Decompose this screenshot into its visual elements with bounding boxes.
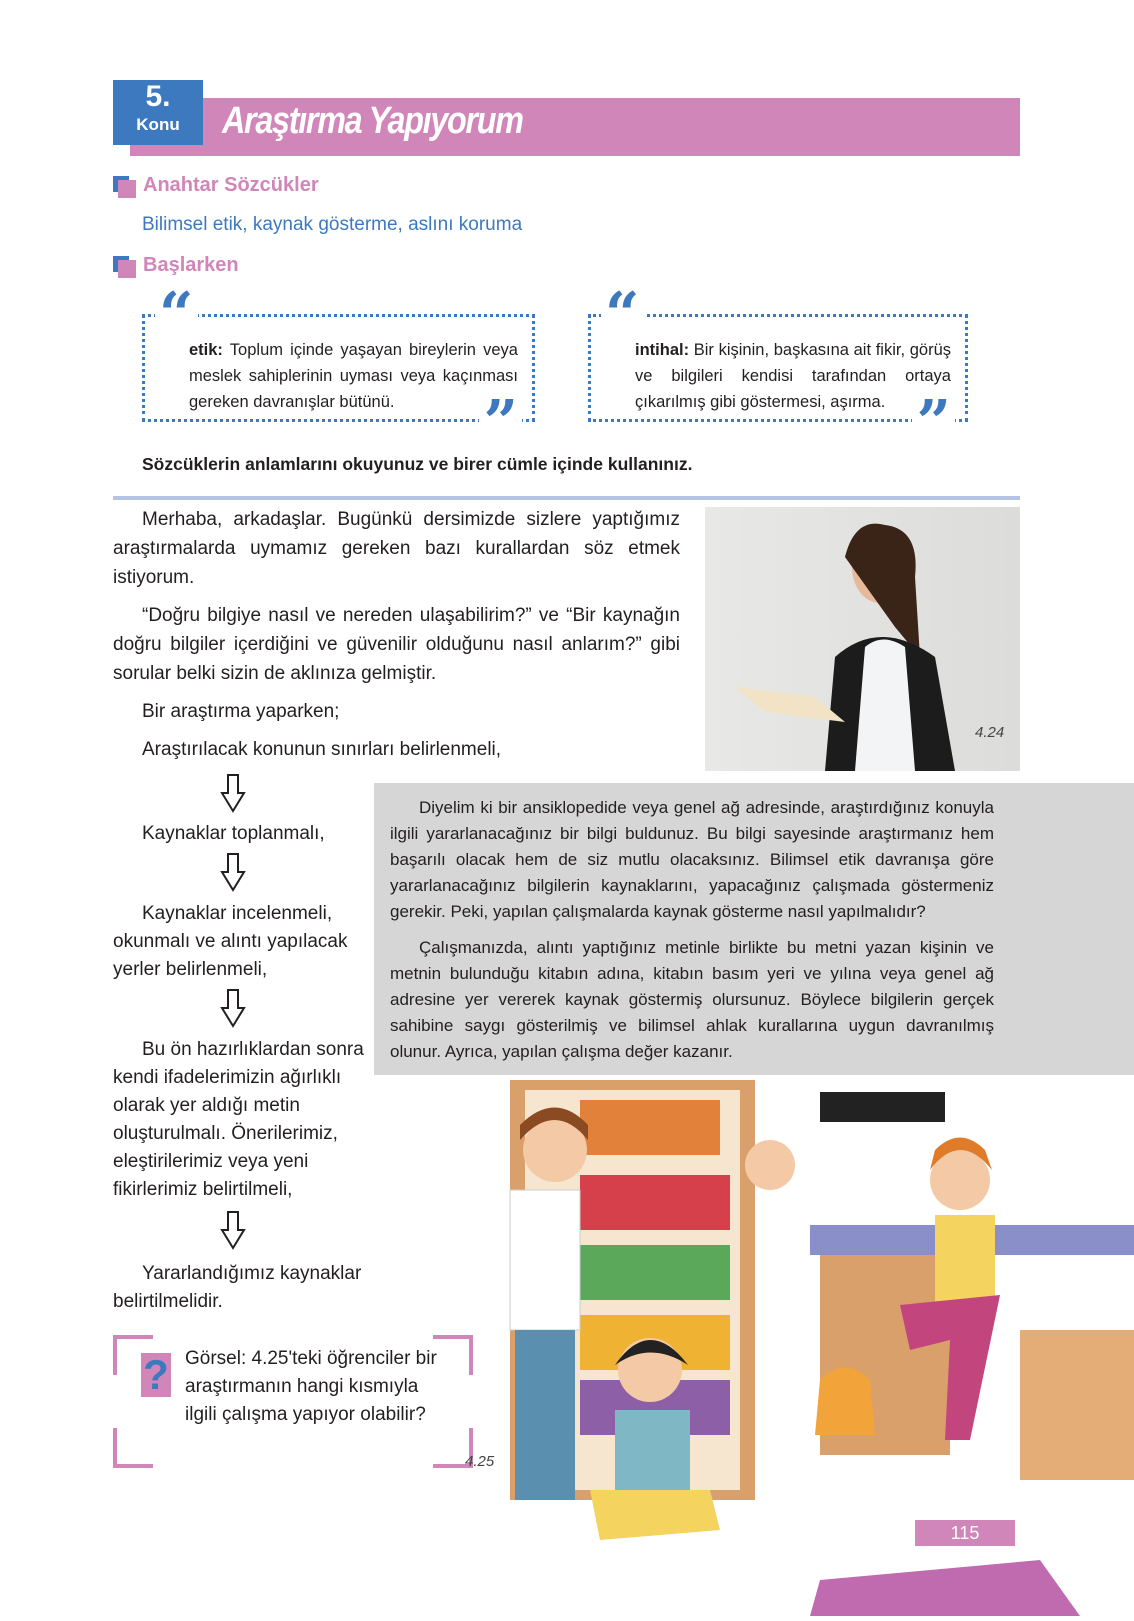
quote-box-etik [142,280,535,458]
quote-box-intihal [588,280,968,458]
paragraph: Bir araştırma yaparken; [142,701,340,722]
close-quote-icon: ” [479,403,522,443]
definition: Bir kişinin, başkasına ait fikir, görüş ve bilgileri kendisi tarafından ortaya çıkarılmış gibi göstermesi, aşırma. [635,341,951,411]
instruction: Sözcüklerin anlamlarını okuyunuz ve birer cümle içinde kullanınız. [142,454,693,474]
page-title: Araştırma Yapıyorum [222,100,523,142]
illustration-caption: 4.25 [465,1453,495,1470]
step-text: Kaynaklar toplanmalı, [142,823,325,844]
definition: Toplum içinde yaşayan bireylerin veya meslek sahiplerinin uyması veya kaçınması gereken davranışlar bütünü. [189,341,518,411]
step-text: Bu ön hazırlıklardan sonra kendi ifadelerimizin ağırlıklı olarak yer aldığı metin oluşturulmalı. Önerilerimiz, eleştirilerimiz veya yeni fikirlerimiz belirtilmeli, [113,1039,364,1200]
paragraph: Merhaba, arkadaşlar. Bugünkü dersimizde sizlere yaptığımız araştırmalarda uymamız gereken bazı kurallardan söz etmek istiyorum. [113,509,680,588]
page-number: 115 [915,1520,1015,1546]
open-quote-icon: “ [601,295,644,335]
teacher-photo [705,507,1020,771]
down-arrow-icon [220,1210,246,1250]
divider [113,496,1020,500]
start-heading: Başlarken [113,254,239,277]
topic-label: Konu [136,115,180,134]
term: etik: [189,341,223,359]
topic-number-badge [113,80,203,145]
close-quote-icon: ” [912,403,955,443]
paragraph: Araştırılacak konunun sınırları belirlenmeli, [142,739,502,760]
students-illustration [465,1080,1134,1616]
down-arrow-icon [220,988,246,1028]
intro-text [113,505,680,773]
step-text: Kaynaklar incelenmeli, okunmalı ve alıntı yapılacak yerler belirlenmeli, [113,903,348,980]
down-arrow-icon [220,773,246,813]
keywords-heading: Anahtar Sözcükler [113,174,319,197]
question-box [113,1335,473,1468]
library-scene [465,1080,1134,1616]
down-arrow-icon [220,852,246,892]
step-text: Yararlandığımız kaynaklar belirtilmelidir. [113,1263,362,1312]
term: intihal: [635,341,690,359]
topic-number: 5. [145,80,171,113]
keywords-text: Bilimsel etik, kaynak gösterme, aslını koruma [142,214,523,235]
question-text: Görsel: 4.25'teki öğrenciler bir araştırmanın hangi kısmıyla ilgili çalışma yapıyor olabilir? [185,1348,437,1425]
paragraph: “Doğru bilgiye nasıl ve nereden ulaşabilirim?” ve “Bir kaynağın doğru bilgiler içerdiğini ve güvenilir olduğunu nasıl anlarım?” gibi sorular belki sizin de aklınıza gelmiştir. [113,605,680,684]
teacher-illustration [705,507,1020,771]
question-mark-icon: ? [141,1353,171,1397]
info-box [374,783,1134,1075]
paragraph: Çalışmanızda, alıntı yaptığınız metinle birlikte bu metni yazan kişinin ve metnin bulunduğu kitabın adına, kitabın basım yeri ve yılına veya genel ağ adresine yer vererek kaynak göstermiş olursunuz. Böylece bilgilerin gerçek sahibine saygı gösterilmiş ve bilimsel ahlak kurallarına uygun davranılmış olunur. Ayrıca, yapılan çalışma değer kazanır. [390,938,994,1061]
paragraph: Diyelim ki bir ansiklopedide veya genel ağ adresinde, araştırdığınız konuyla ilgili yararlanacağınız bir bilgi buldunuz. Bu bilgi sayesinde araştırmanız hem başarılı olacak hem de siz mutlu olacaksınız. Bilimsel etik davranışa göre yararlanacağınız bilgilerin kaynaklarını, yapacağınız çalışmada göstermeniz gerekir. Peki, yapılan çalışmalarda kaynak gösterme nasıl yapılmalıdır? [390,798,994,921]
photo-caption: 4.24 [975,724,1005,741]
open-quote-icon: “ [155,295,198,335]
